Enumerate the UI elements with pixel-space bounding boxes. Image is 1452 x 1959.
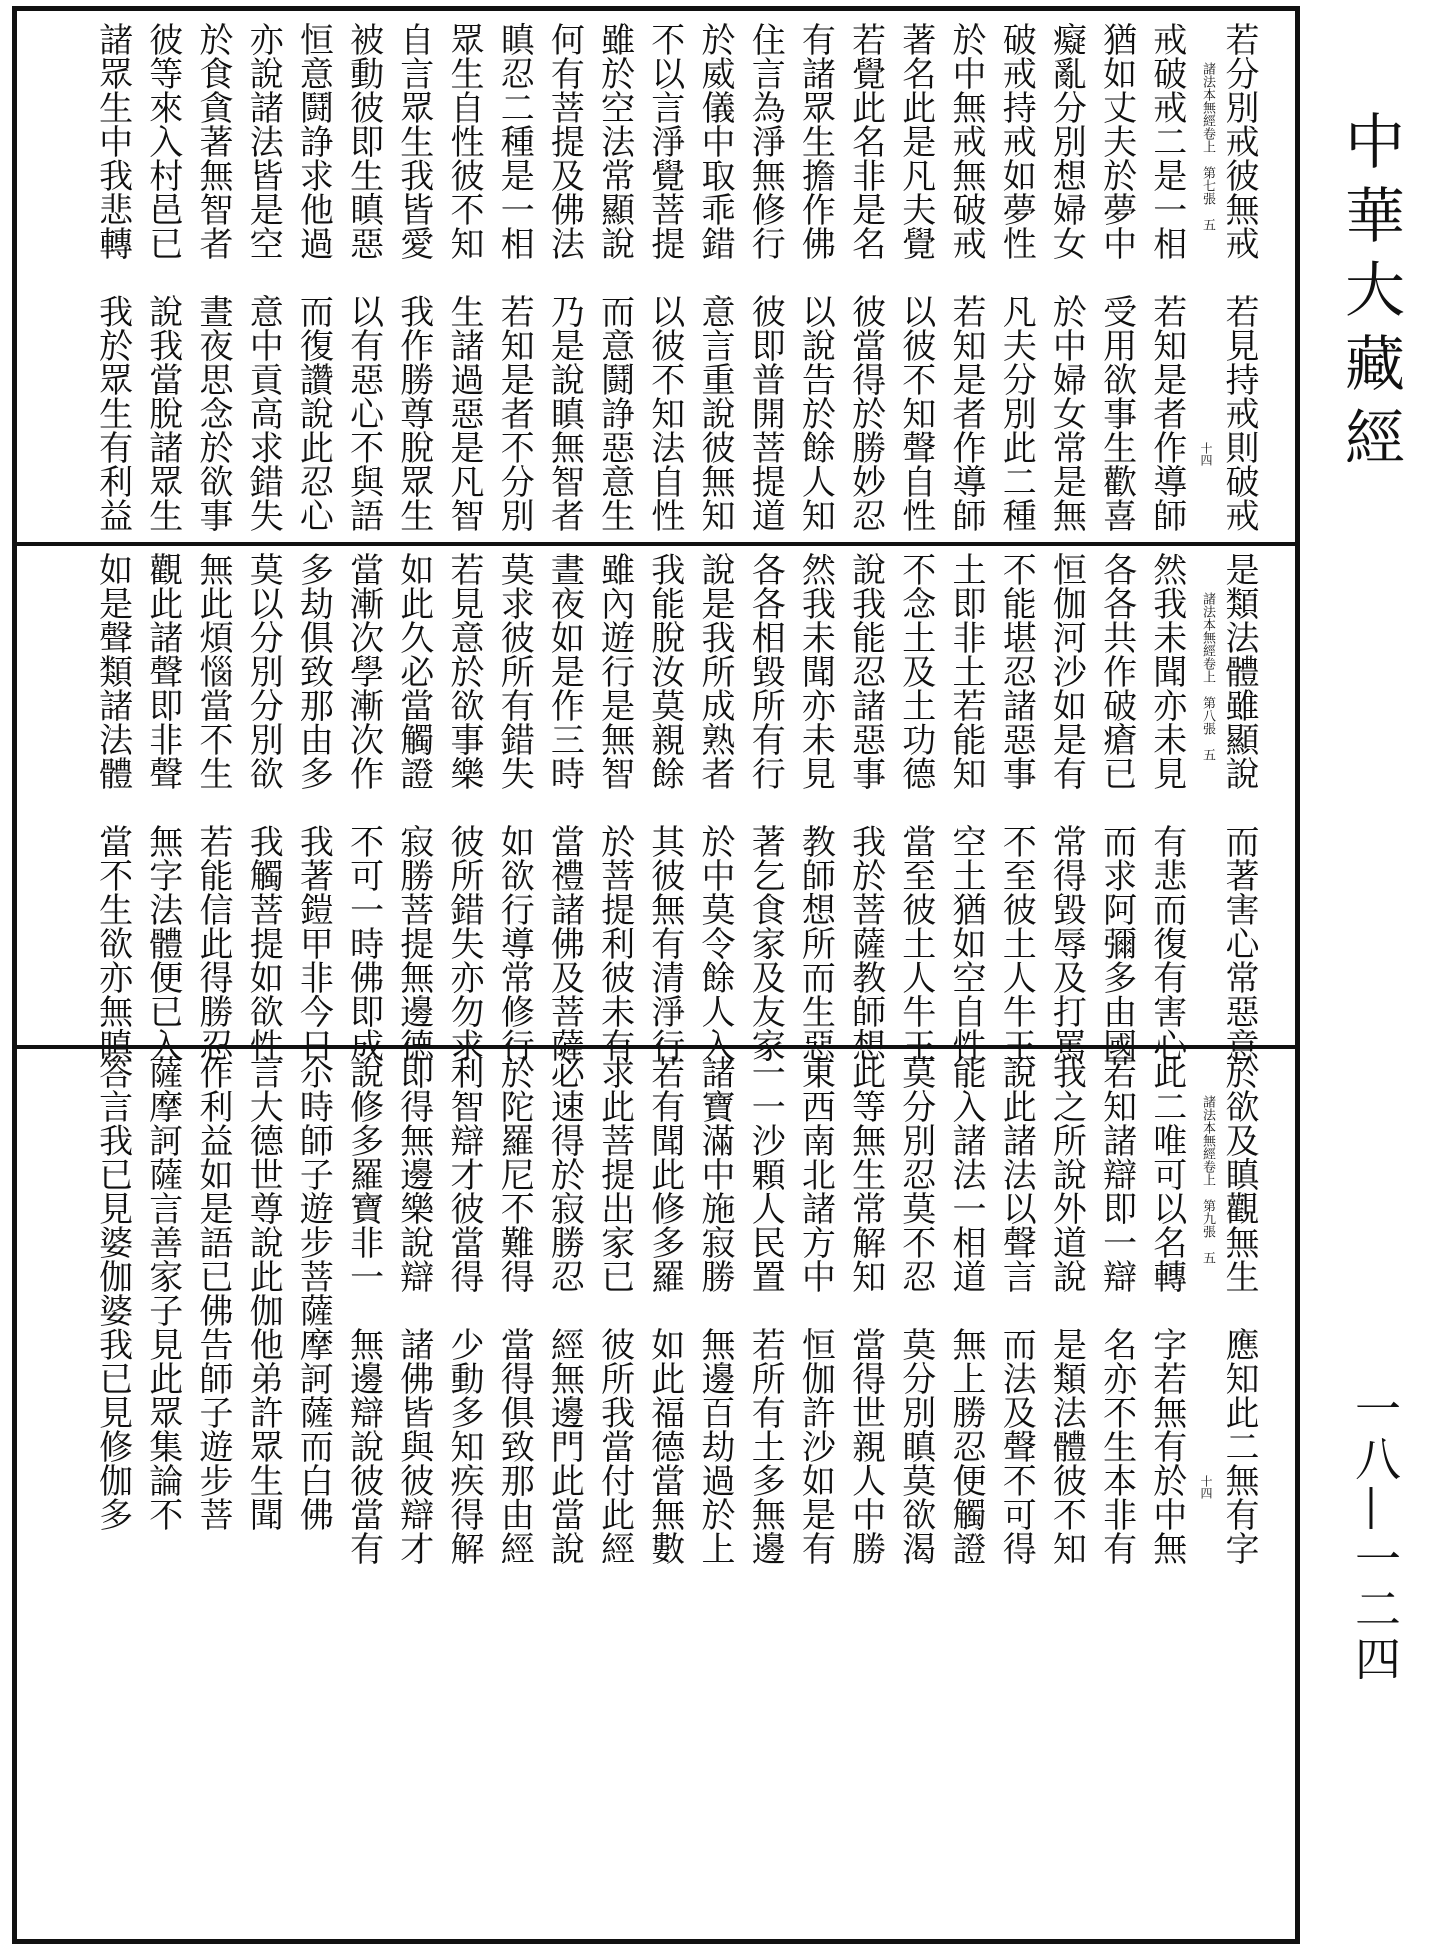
text-column: 於欲及瞋觀無生 應知此二無有字 (1219, 1055, 1259, 1565)
text-column: 癡亂分別想婦女 於中婦女常是無 (1046, 22, 1087, 532)
text-column: 是類法體雖顯說 而著害心常惡意 (1219, 552, 1259, 1062)
text-column: 一一沙顆人民置 若所有土多無邊 (745, 1055, 786, 1565)
text-column: 恒伽河沙如是有 常得毀辱及打罵 (1046, 552, 1087, 1062)
text-column: 莫求彼所有錯失 如欲行導常修行 (494, 552, 535, 1062)
text-column: 說我能忍諸惡事 我於菩薩教師想 (845, 552, 886, 1062)
text-column: 利智辯才彼當得 少動多知疾得解 (444, 1055, 484, 1565)
text-column: 說修多羅寶非一 無邊辯說彼當有 (343, 1055, 384, 1565)
text-column: 瞋忍二種是一相 若知是者不分別 (494, 22, 535, 532)
text-column: 作利益如是語已佛告師子遊步菩 (193, 1055, 233, 1531)
section-header: 諸法本無經卷上 第八張 五 (1200, 592, 1215, 761)
text-column: 諸眾生中我悲轉 我於眾生有利益 (92, 22, 133, 532)
text-column: 不以言淨覺菩提 以彼不知法自性 (644, 22, 685, 532)
text-column: 能入諸法一相道 無上勝忍便觸證 (946, 1055, 986, 1565)
text-column: 當漸次學漸次作 不可一時佛即成 (343, 552, 384, 1062)
section-marker: 十四 (1199, 442, 1213, 466)
text-column: 多劫俱致那由多 我著鎧甲非今日 (293, 552, 334, 1062)
collection-title: 中華大藏經 (1335, 110, 1405, 480)
text-column: 莫分別忍莫不忍 莫分別瞋莫欲渴 (895, 1055, 936, 1565)
text-column: 不能堪忍諸惡事 不至彼土人牛王 (996, 552, 1037, 1062)
text-column: 答言我已見婆伽婆我已見修伽多 (92, 1055, 133, 1531)
text-column: 若知諸辯即一辯 名亦不生本非有 (1096, 1055, 1137, 1565)
text-column: 被動彼即生瞋惡 以有惡心不與語 (343, 22, 384, 532)
text-column: 著名此是凡夫覺 以彼不知聲自性 (895, 22, 936, 532)
text-column: 此二唯可以名轉 字若無有於中無 (1146, 1055, 1187, 1565)
text-column: 猶如丈夫於夢中 受用欲事生歡喜 (1096, 22, 1137, 532)
text-column: 諸寶滿中施寂勝 無邊百劫過於上 (695, 1055, 735, 1565)
text-column: 言大德世尊說此伽他弟許眾生聞 (243, 1055, 284, 1531)
text-panel (0, 1055, 1300, 1675)
text-column: 於威儀中取乖錯 意言重說彼無知 (695, 22, 735, 532)
text-column: 若覺此名非是名 彼當得於勝妙忍 (845, 22, 886, 532)
text-column: 我之所說外道說 是類法體彼不知 (1046, 1055, 1087, 1565)
text-column: 說此諸法以聲言 而法及聲不可得 (996, 1055, 1037, 1565)
text-column: 莫以分別分別欲 我觸菩提如欲性 (243, 552, 284, 1062)
text-panel (0, 22, 1300, 642)
section-header: 諸法本無經卷上 第九張 五 (1200, 1095, 1215, 1264)
text-column: 然我未聞亦未見 有悲而復有害心 (1146, 552, 1187, 1062)
text-column: 薩摩訶薩言善家子見此眾集論不 (142, 1055, 183, 1531)
page-number: 一八—一二四 (1348, 1385, 1402, 1685)
text-column: 雖內遊行是無智 於菩提利彼未有 (594, 552, 635, 1062)
section-header: 諸法本無經卷上 第七張 五 (1200, 62, 1215, 231)
text-column: 有諸眾生擔作佛 以說告於餘人知 (795, 22, 836, 532)
text-column: 如此久必當觸證 寂勝菩提無邊德 (393, 552, 434, 1062)
text-column: 不念土及土功德 當至彼土人牛王 (895, 552, 936, 1062)
text-column: 各各共作破瘡已 而求阿彌多由國 (1096, 552, 1137, 1062)
text-column: 雖於空法常顯說 而意鬪諍惡意生 (594, 22, 635, 532)
text-column: 若分別戒彼無戒 若見持戒則破戒 (1219, 22, 1259, 532)
text-column: 無此煩惱當不生 若能信此得勝忍 (193, 552, 233, 1062)
text-column: 住言為淨無修行 彼即普開菩提道 (745, 22, 786, 532)
text-column: 土即非土若能知 空土猶如空自性 (946, 552, 986, 1062)
text-column: 求此菩提出家已 彼所我當付此經 (594, 1055, 635, 1565)
text-column: 自言眾生我皆愛 我作勝尊脫眾生 (393, 22, 434, 532)
text-column: 然我未聞亦未見 教師想所而生惡 (795, 552, 836, 1062)
text-column: 恒意鬪諍求他過 而復讚說此忍心 (293, 22, 334, 532)
text-column: 各各相毀所有行 著乞食家及友家 (745, 552, 786, 1062)
text-column: 尒時師子遊步菩薩摩訶薩而白佛 (293, 1055, 334, 1531)
text-column: 彼等來入村邑已 說我當脫諸眾生 (142, 22, 183, 532)
text-column: 戒破戒二是一相 若知是者作導師 (1146, 22, 1187, 532)
text-column: 眾生自性彼不知 生諸過惡是凡智 (444, 22, 484, 532)
section-marker: 十四 (1199, 1475, 1213, 1499)
text-column: 說是我所成熟者 於中莫令餘人入 (695, 552, 735, 1062)
text-column: 於陀羅尼不難得 當得俱致那由經 (494, 1055, 535, 1565)
text-column: 於中無戒無破戒 若知是者作導師 (946, 22, 986, 532)
text-column: 何有菩提及佛法 乃是說瞋無智者 (544, 22, 585, 532)
text-column: 於食貪著無智者 晝夜思念於欲事 (193, 22, 233, 532)
text-column: 若有聞此修多羅 如此福德當無數 (644, 1055, 685, 1565)
text-column: 破戒持戒如夢性 凡夫分別此二種 (996, 22, 1037, 532)
text-column: 若見意於欲事樂 彼所錯失亦勿求 (444, 552, 484, 1062)
text-column: 此等無生常解知 當得世親人中勝 (845, 1055, 886, 1565)
text-column: 我能脫汝莫親餘 其彼無有清淨行 (644, 552, 685, 1062)
text-column: 即得無邊樂說辯 諸佛皆與彼辯才 (393, 1055, 434, 1565)
text-column: 觀此諸聲即非聲 無字法體便已入 (142, 552, 183, 1062)
text-column: 東西南北諸方中 恒伽許沙如是有 (795, 1055, 836, 1565)
text-column: 如是聲類諸法體 當不生欲亦無瞋 (92, 552, 133, 1062)
text-column: 亦說諸法皆是空 意中貢高求錯失 (243, 22, 284, 532)
text-column: 必速得於寂勝忍 經無邊門此當說 (544, 1055, 585, 1565)
text-column: 晝夜如是作三時 當禮諸佛及菩薩 (544, 552, 585, 1062)
